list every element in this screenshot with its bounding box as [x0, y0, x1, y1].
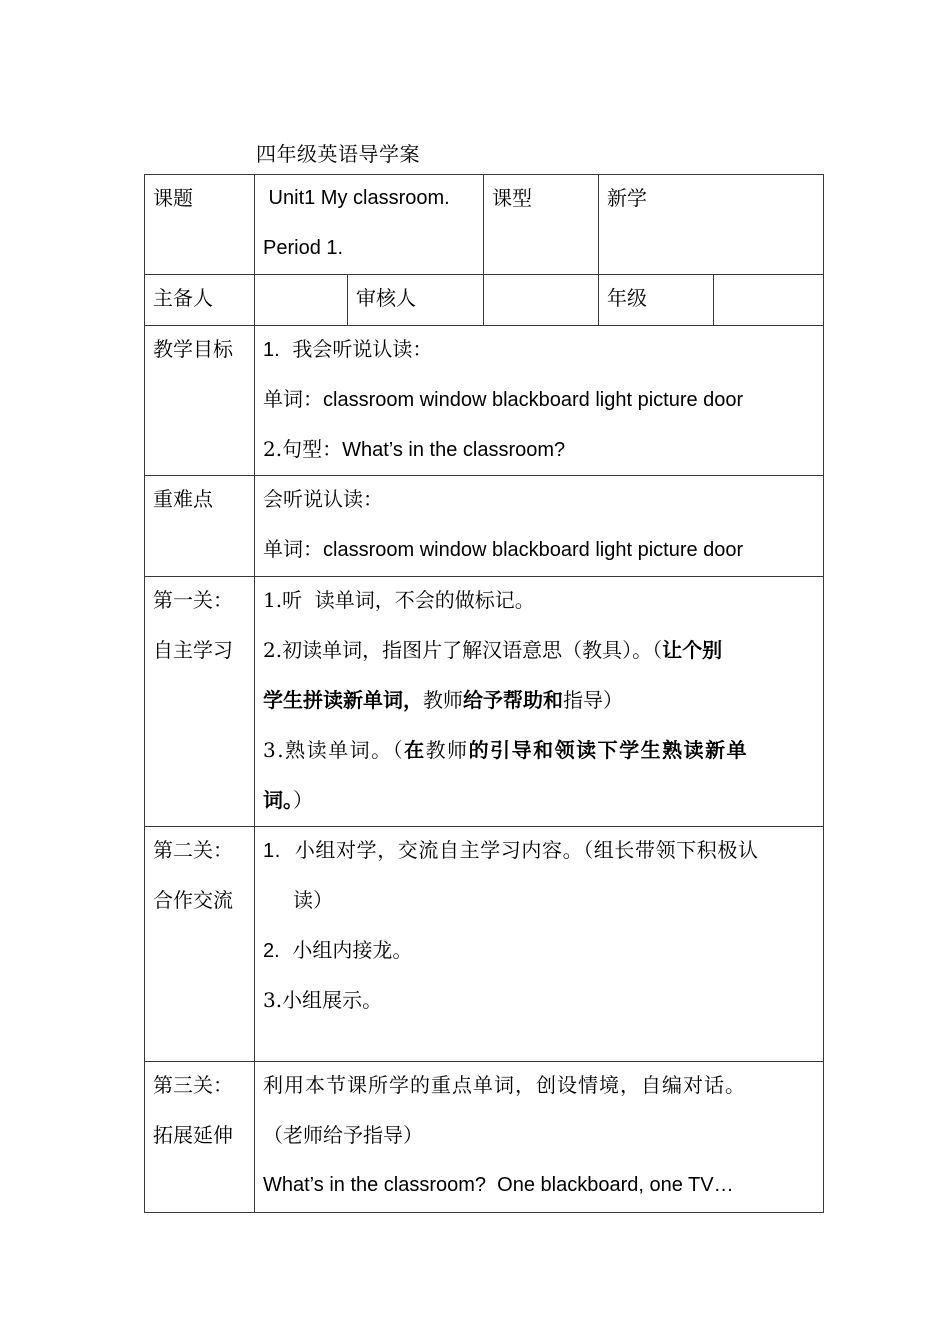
- stage2-item1-num: 1.: [263, 840, 281, 862]
- label-grade: 年级: [607, 286, 647, 310]
- stage2-label-line2: 合作交流: [153, 888, 233, 912]
- stage1-item3-c: 教师: [425, 738, 469, 762]
- stage1-label-line1: 第一关：: [153, 588, 233, 612]
- topic-value-cell: [254, 174, 484, 275]
- grade-value: [722, 273, 815, 323]
- topic-line2: Period 1.: [263, 237, 344, 259]
- goals-line2: [263, 374, 815, 424]
- stage1-item3-line1: [263, 725, 815, 775]
- stage2-item2-num: 2.: [263, 940, 280, 962]
- preparer-value-cell: [254, 274, 348, 326]
- goals-words: classroom window blackboard light picture door: [323, 389, 744, 411]
- goals-line1: [263, 324, 815, 374]
- stage1-item3-d: 的引导和领读下学生熟读新单: [468, 738, 749, 762]
- page-title: 四年级英语导学案: [256, 142, 420, 166]
- goals-line1-num: 1.: [263, 339, 280, 361]
- stage3-label-line2: 拓展延伸: [153, 1123, 233, 1147]
- label-preparer-cell: [144, 274, 255, 326]
- stage1-item2-d: 教师: [423, 688, 463, 712]
- stage1-item3-a: 3.熟读单词。（: [263, 738, 405, 762]
- label-stage3-cell: [144, 1061, 255, 1213]
- stage2-content-cell: [254, 826, 824, 1062]
- label-preparer: 主备人: [153, 286, 213, 310]
- topic-line1: Unit1 My classroom.: [263, 187, 450, 209]
- stage2-label-line1: 第二关：: [153, 838, 233, 862]
- keypoints-content-cell: [254, 475, 824, 577]
- label-topic: 课题: [153, 186, 193, 210]
- stage2-item2: [263, 925, 815, 975]
- stage1-item2-line2: [263, 675, 815, 725]
- stage1-item3-f: ）: [293, 788, 313, 812]
- stage3-content-cell: [254, 1061, 824, 1213]
- stage1-item2-f: 指导）: [563, 688, 623, 712]
- label-stage2-cell: [144, 826, 255, 1062]
- label-keypoints: 重难点: [153, 487, 213, 511]
- goals-content-cell: [254, 325, 824, 476]
- grade-value-cell: [713, 274, 824, 326]
- stage1-item2-b: 让个别: [662, 638, 723, 662]
- label-topic-cell: [144, 174, 255, 275]
- stage3-line2: （老师给予指导）: [263, 1123, 423, 1147]
- goals-line1-text: 我会听说认读：: [292, 337, 433, 361]
- stage1-item2-a: 2.初读单词，指图片了解汉语意思（教具）。（: [263, 638, 663, 662]
- stage1-label-line2: 自主学习: [153, 638, 233, 662]
- label-grade-cell: [598, 274, 714, 326]
- goals-sentence: What’s in the classroom?: [342, 439, 566, 461]
- label-goals-cell: [144, 325, 255, 476]
- reviewer-value: [492, 273, 590, 323]
- stage2-item2-text: 小组内接龙。: [292, 938, 413, 962]
- label-reviewer: 审核人: [356, 286, 416, 310]
- stage2-item3: 3.小组展示。: [263, 988, 383, 1012]
- stage1-item3-e: 词。: [263, 788, 293, 812]
- stage2-item1-line1: [263, 825, 815, 875]
- label-stage1-cell: [144, 576, 255, 827]
- goals-line3: [263, 424, 815, 474]
- stage1-item3-line2: [263, 775, 815, 825]
- stage1-item1: 1.听 读单词，不会的做标记。: [263, 588, 535, 612]
- goals-line3-cn: 2.句型：: [263, 437, 343, 461]
- stage3-line3: What’s in the classroom? One blackboard, one TV…: [263, 1174, 734, 1196]
- keypoints-words: classroom window blackboard light picture door: [323, 539, 744, 561]
- stage1-item2-line1: [263, 625, 815, 675]
- keypoints-line2-cn: 单词：: [263, 537, 323, 561]
- type-value: 新学: [607, 186, 647, 210]
- goals-line2-cn: 单词：: [263, 387, 323, 411]
- stage3-label-line1: 第三关：: [153, 1073, 233, 1097]
- reviewer-value-cell: [483, 274, 599, 326]
- stage3-line1: 利用本节课所学的重点单词，创设情境，自编对话。: [263, 1073, 746, 1097]
- stage1-item3-b: 在: [404, 738, 426, 762]
- label-keypoints-cell: [144, 475, 255, 577]
- label-reviewer-cell: [347, 274, 484, 326]
- stage1-item2-c: 学生拼读新单词，: [263, 688, 423, 712]
- type-value-cell: [598, 174, 824, 275]
- label-goals: 教学目标: [153, 337, 233, 361]
- preparer-value: [263, 273, 339, 323]
- stage2-item1-a: 小组对学，交流自主学习内容。（组长带领下积极认: [294, 838, 759, 862]
- keypoints-line1: 会听说认读：: [263, 487, 383, 511]
- stage2-item1-line2: 读）: [293, 888, 333, 912]
- stage1-item2-e: 给予帮助和: [463, 688, 563, 712]
- keypoints-line2: [263, 524, 815, 574]
- label-type: 课型: [492, 186, 532, 210]
- stage1-content-cell: [254, 576, 824, 827]
- label-type-cell: [483, 174, 599, 275]
